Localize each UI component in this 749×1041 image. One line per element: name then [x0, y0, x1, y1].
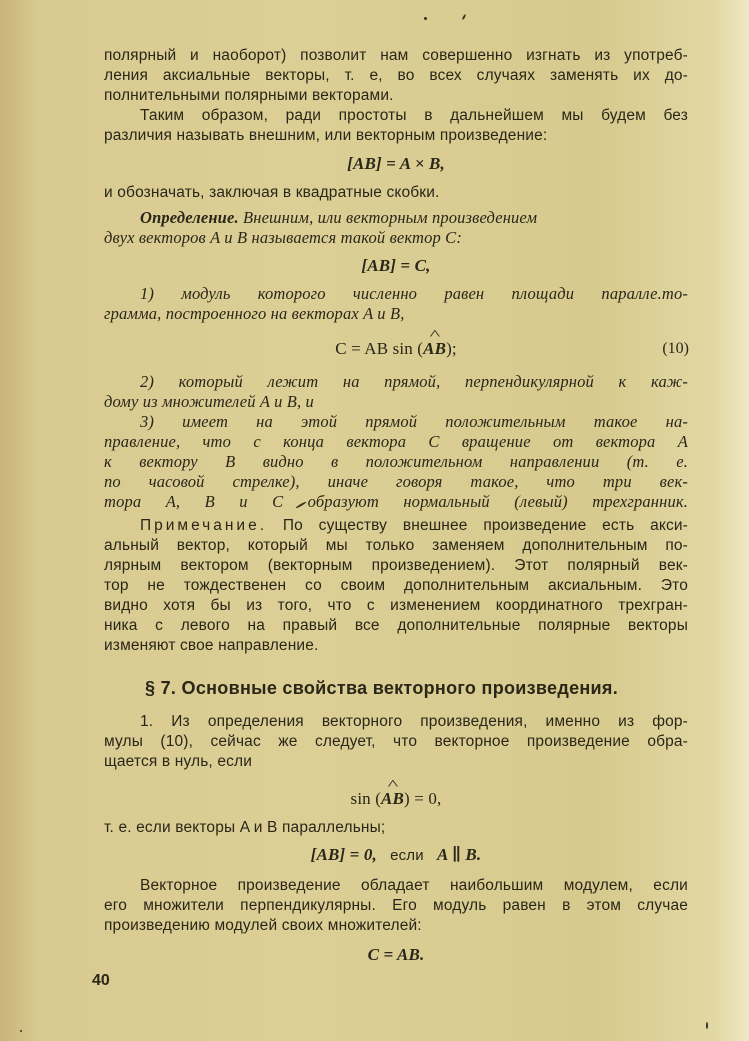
note-line: лярным вектором (векторным произведением). Этот полярный век- — [104, 557, 688, 574]
body-text-line: и обозначать, заключая в квадратные скобки. — [104, 184, 440, 201]
formula-max-modulus: C = AB. — [367, 945, 425, 964]
definition-item-2: 2) который лежит на прямой, перпендикулярной к каж- — [140, 372, 688, 391]
note-line: видно хотя бы из того, что с изменением координатного трехгран- — [104, 597, 688, 614]
body-text-line: щается в нуль, если — [104, 753, 253, 770]
body-text-line: ления аксиальные векторы, т. е, во всех случаях заменять их до- — [104, 67, 688, 84]
scan-speck — [462, 14, 467, 20]
angle-hat: ^ AB — [423, 339, 446, 359]
definition-item-3: 3) имеет на этой прямой положительным такое на- — [140, 412, 688, 431]
note-label: Примечание. — [140, 517, 268, 534]
definition-item-1: 1) модуль которого численно равен площади паралле.то- — [140, 284, 688, 303]
formula-10: C = AB sin (^ AB); — [104, 339, 688, 359]
angle-hat: ^ AB — [381, 789, 404, 809]
body-text-line: произведению модулей своих множителей: — [104, 917, 422, 934]
definition-label: Определение. — [140, 208, 239, 227]
formula-parallel: [AB] = 0, если A ∥ B. — [310, 845, 482, 864]
scan-speck — [20, 1030, 22, 1032]
body-text-line: Таким образом, ради простоты в дальнейшем мы будем без — [140, 107, 688, 124]
definition-line: двух векторов A и B называется такой вектор C: — [104, 228, 462, 247]
note-line: ника с левого на правый все дополнительные полярные векторы — [104, 617, 688, 634]
equation-number: (10) — [662, 340, 689, 357]
formula-sin-zero: sin (^ AB) = 0, — [104, 789, 688, 809]
note-line: Примечание. По существу внешнее произведение есть акси- — [140, 517, 688, 534]
definition-text: Внешним, или векторным произведением — [243, 208, 538, 227]
note-line: изменяют свое направление. — [104, 637, 319, 654]
definition-item-3: к вектору B видно в положительном направлении (т. е. — [104, 452, 688, 471]
body-text-line: Векторное произведение обладает наибольшим модулем, если — [140, 877, 688, 894]
formula-cross-product: [AB] = A × B, — [347, 154, 445, 173]
body-text-line: различия называть внешним, или векторным произведение: — [104, 127, 548, 144]
definition-item-3: правление, что с конца вектора C вращение от вектора A — [104, 432, 688, 451]
formula-definition: [AB] = C, — [361, 256, 431, 275]
note-line: альный вектор, который мы только заменяем дополнительным по- — [104, 537, 688, 554]
body-text-line: 1. Из определения векторного произведения, именно из фор- — [140, 713, 688, 730]
body-text-line: мулы (10), сейчас же следует, что векторное произведение обра- — [104, 733, 688, 750]
body-text-line: его множители перпендикулярны. Его модуль равен в этом случае — [104, 897, 688, 914]
body-text-line: т. е. если векторы A и B параллельны; — [104, 819, 386, 836]
definition-item-2: дому из множителей A и B, и — [104, 392, 314, 411]
definition-item-1: грамма, построенного на векторах A и B, — [104, 304, 405, 323]
body-text-line: полярный и наоборот) позволит нам совершенно изгнать из употреб- — [104, 47, 688, 64]
body-text-line: полнительными полярными векторами. — [104, 87, 394, 104]
definition-item-3: по часовой стрелке), иначе говоря такое, что три век- — [104, 472, 688, 491]
definition-line — [140, 208, 724, 228]
note-line: тор не тождественен со своим дополнительным аксиальным. Это — [104, 577, 688, 594]
scan-speck — [424, 17, 427, 20]
definition-item-3: тора A, B и C образуют нормальный (левый) трехгранник. — [104, 492, 688, 511]
section-heading: § 7. Основные свойства векторного произведения. — [145, 678, 619, 698]
scan-speck — [706, 1022, 708, 1029]
page-number: 40 — [92, 972, 110, 989]
